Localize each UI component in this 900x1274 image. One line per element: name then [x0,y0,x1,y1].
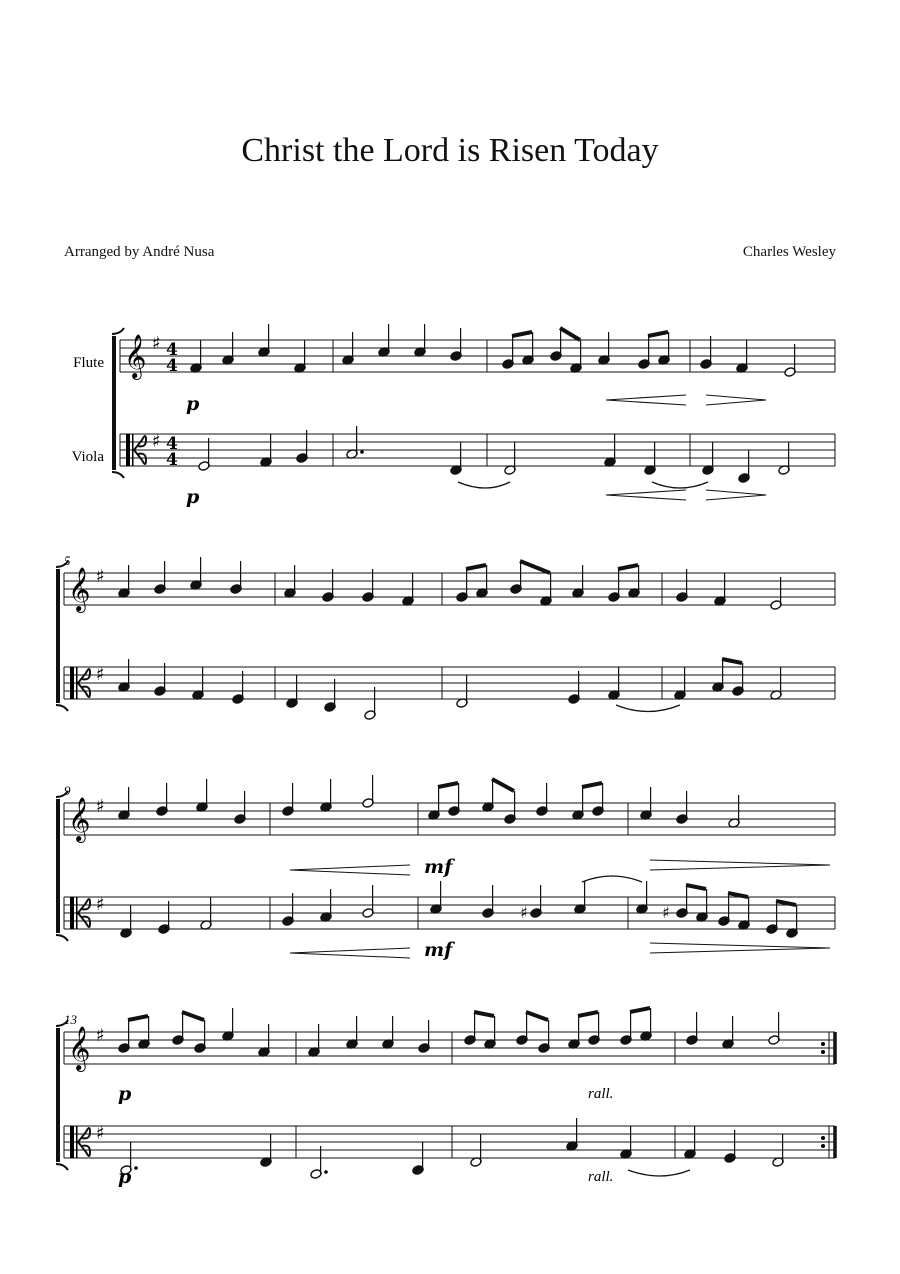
bracket-hook [112,472,124,478]
note [258,324,270,357]
note [766,901,778,934]
note [770,577,782,610]
dynamic-mf-flute: mf [424,856,453,878]
note [346,1016,358,1049]
alto-clef-bar [76,667,78,699]
crescendo [290,948,410,958]
note [676,569,688,602]
beam [512,332,532,336]
staff-lines [56,328,835,1170]
note [470,1134,482,1167]
note [572,787,584,820]
note [568,671,580,704]
note [198,438,210,471]
time-sig-top: 4 [166,340,178,360]
note [588,1012,600,1045]
note [120,905,132,938]
note [768,1012,780,1045]
note [284,565,296,598]
note [712,659,724,692]
time-sig-bottom: 4 [166,356,178,376]
note [258,1024,270,1057]
note [282,893,294,926]
note [324,679,336,712]
note [568,1016,580,1049]
note [628,565,640,598]
note [572,565,584,598]
flute-label: Flute [73,355,104,371]
note [722,1016,734,1049]
note [714,573,726,606]
note [504,791,516,824]
note [118,659,130,692]
note [378,324,390,357]
beam [128,1016,148,1020]
note [190,340,202,373]
key-sharp: ♯ [96,1025,105,1046]
bracket-hook [56,705,68,711]
note [516,1012,528,1045]
note [232,671,244,704]
note [502,336,514,369]
note [294,340,306,373]
note [118,787,130,820]
treble-clef: 𝄞 [68,797,91,841]
alto-clef-curve [134,436,146,450]
dot [134,1166,138,1170]
note [310,1146,328,1179]
note [118,565,130,598]
dynamic-p-viola: p [186,486,200,508]
beam [630,1008,650,1012]
crescendo [606,395,686,405]
beam [686,885,706,889]
note [402,573,414,606]
note [724,1130,736,1163]
note [200,897,212,930]
note [504,442,516,475]
note [566,1118,578,1151]
note [522,332,534,365]
beam [526,1012,548,1020]
note [482,779,494,812]
alto-clef-bar [126,434,130,466]
note [464,1012,476,1045]
note [550,328,562,361]
note [658,332,670,365]
note [234,791,246,824]
note [450,442,462,475]
rall-viola: rall. [588,1169,614,1185]
note [592,783,604,816]
note [190,557,202,590]
alto-clef-bar [70,897,74,929]
decrescendo [650,943,830,953]
beam [578,1012,598,1016]
treble-clef: 𝄞 [68,567,91,611]
note [448,783,460,816]
note [414,324,426,357]
beam [438,783,458,787]
bracket-hook [112,328,124,334]
sharp-accidental: ♯ [662,903,670,922]
note [644,442,656,475]
note [476,565,488,598]
note [418,1020,430,1053]
alto-clef-curve [78,1128,90,1142]
treble-clef: 𝄞 [68,1026,91,1070]
notes-layer [118,324,830,1179]
note [260,1134,272,1167]
note [222,1008,234,1041]
note [194,1020,206,1053]
alto-clef-bar [132,434,134,466]
alto-clef-bar [70,1126,74,1158]
note [770,667,782,700]
note [320,779,332,812]
note [286,675,298,708]
measure-number-5: 5 [64,553,71,568]
note [538,1020,550,1053]
note [456,569,468,602]
note [674,667,686,700]
tie [582,876,642,882]
beam [466,565,486,569]
note [154,561,166,594]
decrescendo [706,490,766,500]
note [636,881,648,914]
arranger-credit: Arranged by André Nusa [64,244,215,260]
composer-credit: Charles Wesley [742,244,836,260]
note [620,1126,632,1159]
note [786,905,798,938]
beam [582,783,602,787]
alto-clef-bar [76,897,78,929]
note [156,783,168,816]
key-sharp: ♯ [96,566,105,587]
beam [648,332,668,336]
note [608,569,620,602]
beam [722,659,742,663]
beam [560,328,580,340]
note [696,889,708,922]
alto-clef-curve [78,669,90,683]
crescendo [606,490,686,500]
repeat-dot [821,1136,825,1140]
bracket-hook [56,1164,68,1170]
alto-clef-curve [78,913,90,927]
beam [182,1012,204,1020]
note [676,791,688,824]
dynamic-p-flute-13: p [118,1083,132,1105]
crescendo [290,865,410,875]
key-sharp: ♯ [152,431,161,452]
note [382,1016,394,1049]
beam [728,893,748,897]
note [362,775,374,808]
beam [492,779,514,791]
alto-clef-curve [78,1142,90,1156]
note [718,893,730,926]
key-sharp: ♯ [96,796,105,817]
repeat-dot [821,1050,825,1054]
beam [474,1012,494,1016]
dynamic-p-viola-13: p [118,1166,132,1188]
note [296,430,308,463]
decrescendo [650,860,830,870]
note [620,1012,632,1045]
alto-clef-curve [78,683,90,697]
note [604,434,616,467]
bracket-hook [56,935,68,941]
note [608,667,620,700]
note [364,687,376,720]
note [362,569,374,602]
tie [616,705,680,712]
note [732,663,744,696]
note [222,332,234,365]
key-sharp: ♯ [96,894,105,915]
note [154,663,166,696]
repeat-dot [821,1144,825,1148]
viola-label: Viola [71,449,104,465]
note [430,881,442,914]
key-sharp: ♯ [152,333,161,354]
time-sig-bottom: 4 [166,450,178,470]
note [230,561,242,594]
note [784,344,796,377]
note [738,450,750,483]
measure-number-13: 13 [64,1012,77,1027]
measure-number-9: 9 [64,783,71,798]
time-sig-top: 4 [166,434,178,454]
note [640,787,652,820]
dynamic-mf-viola: mf [424,939,453,961]
note [638,336,650,369]
note [640,1008,652,1041]
tie [628,1170,690,1176]
note [322,569,334,602]
treble-clef: 𝄞 [124,334,147,378]
note [510,561,522,594]
note [728,795,740,828]
note [778,442,790,475]
note [570,340,582,373]
note [428,787,440,820]
note [282,783,294,816]
note [700,336,712,369]
decrescendo [706,395,766,405]
note [138,1016,150,1049]
note [346,426,364,459]
note [260,434,272,467]
note [738,897,750,930]
dynamic-p-flute: p [186,393,200,415]
note [540,573,552,606]
beam [618,565,638,569]
note [362,885,374,918]
note [772,1134,784,1167]
note [482,885,494,918]
sharp-accidental: ♯ [520,903,528,922]
alto-clef-curve [134,450,146,464]
note [196,779,208,812]
rall-flute: rall. [588,1086,614,1102]
note [412,1142,424,1175]
alto-clef-bar [76,1126,78,1158]
tie [652,482,708,488]
note [676,885,688,918]
note [118,1020,130,1053]
note [536,783,548,816]
note [192,667,204,700]
repeat-dot [821,1042,825,1046]
note [308,1024,320,1057]
beam [520,561,550,573]
note [342,332,354,365]
note [598,332,610,365]
alto-clef-curve [78,899,90,913]
note [456,675,468,708]
page-title: Christ the Lord is Risen Today [241,132,659,169]
key-sharp: ♯ [96,1123,105,1144]
note [484,1016,496,1049]
note [172,1012,184,1045]
tie [458,482,510,488]
note [450,328,462,361]
key-sharp: ♯ [96,664,105,685]
note [702,442,714,475]
alto-clef-bar [70,667,74,699]
dot [324,1170,328,1174]
note [158,901,170,934]
beam [776,901,796,905]
note [684,1126,696,1159]
note [530,885,542,918]
note [320,889,332,922]
note [686,1012,698,1045]
dot [360,450,364,454]
note [736,340,748,373]
note [574,881,586,914]
